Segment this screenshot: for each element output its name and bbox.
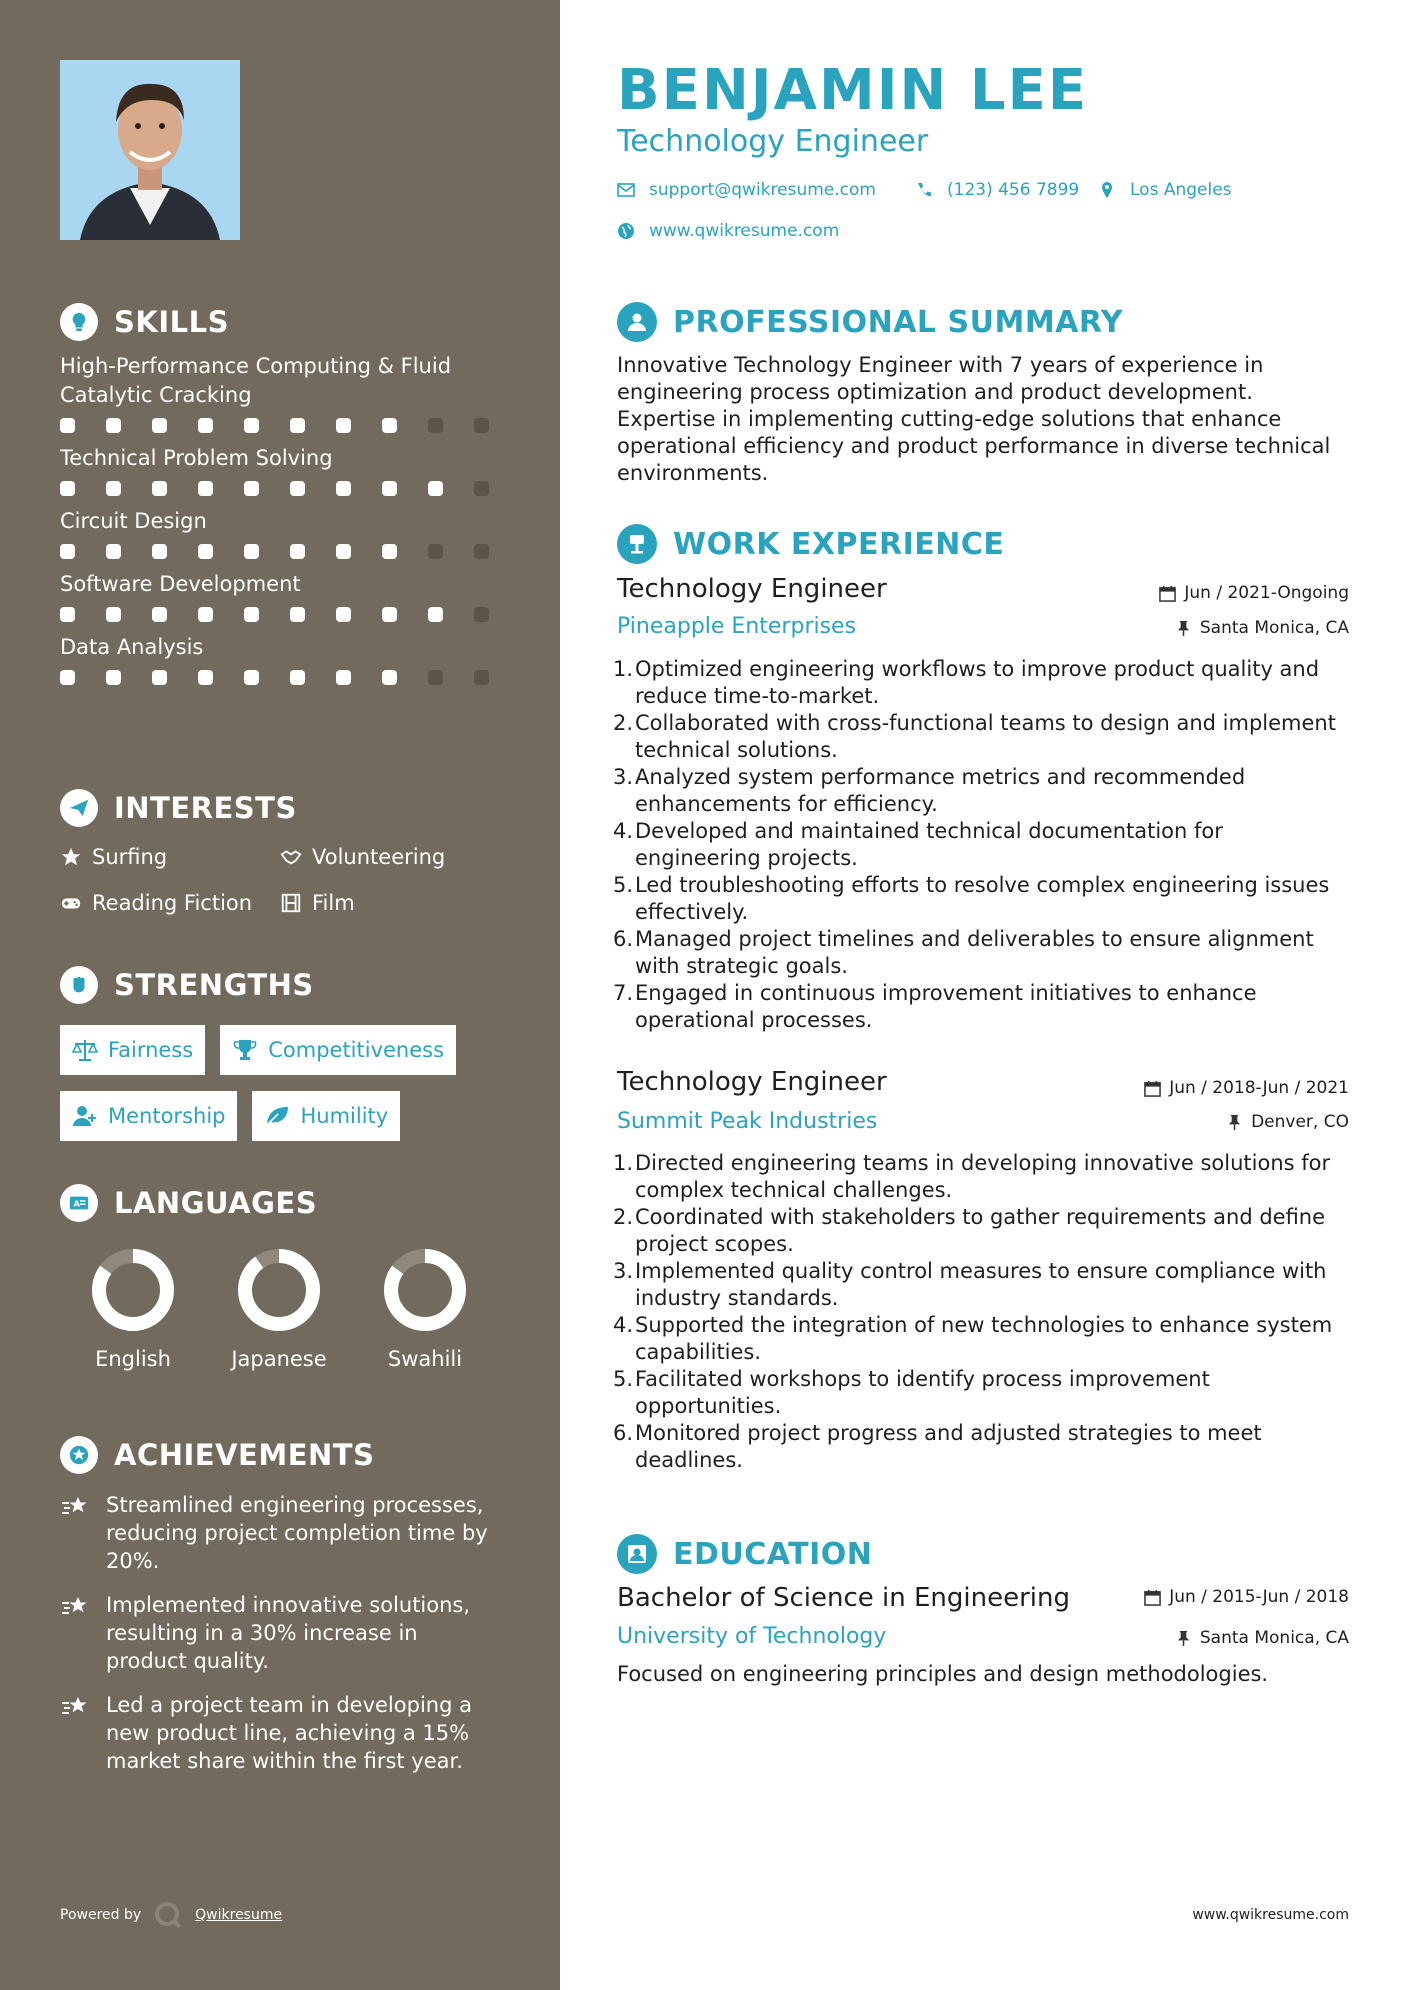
skill-rating-dot bbox=[106, 418, 121, 433]
skill-rating-dot bbox=[106, 544, 121, 559]
education-description: Focused on engineering principles and design methodologies. bbox=[617, 1662, 1269, 1686]
location-text: Los Angeles bbox=[1130, 180, 1232, 200]
job-title: Technology Engineer bbox=[617, 574, 887, 604]
skill-rating-dot bbox=[336, 607, 351, 622]
skill-rating-dot bbox=[152, 418, 167, 433]
skills-section bbox=[60, 302, 505, 686]
gamepad-icon bbox=[60, 892, 82, 914]
job-company: Pineapple Enterprises bbox=[617, 614, 857, 639]
job-dates-text: Jun / 2018-Jun / 2021 bbox=[1169, 1078, 1349, 1098]
interest-label: Surfing bbox=[92, 845, 168, 869]
skill-rating-dot bbox=[60, 544, 75, 559]
skill-rating-dot bbox=[198, 418, 213, 433]
phone-text: (123) 456 7899 bbox=[947, 180, 1080, 200]
languages-header bbox=[60, 1183, 505, 1223]
svg-text:A: A bbox=[73, 1198, 80, 1209]
job-duty: Analyzed system performance metrics and recommended enhancements for efficiency. bbox=[635, 765, 1246, 816]
skill-rating-dot bbox=[428, 544, 443, 559]
interest-label: Film bbox=[312, 891, 355, 915]
language-name: Swahili bbox=[387, 1347, 463, 1371]
film-icon bbox=[280, 892, 302, 914]
strength-tag bbox=[60, 1025, 205, 1075]
skill-rating bbox=[60, 670, 505, 686]
skill-rating-dot bbox=[198, 481, 213, 496]
job-duty: Monitored project progress and adjusted strategies to meet deadlines. bbox=[635, 1421, 1262, 1472]
candidate-role: Technology Engineer bbox=[617, 124, 929, 159]
podium-icon bbox=[617, 524, 657, 564]
skill-name: High-Performance Computing & Fluid Catalytic Cracking bbox=[60, 354, 452, 407]
skill-rating-dot bbox=[382, 418, 397, 433]
degree-title: Bachelor of Science in Engineering bbox=[617, 1583, 1070, 1613]
skill-rating bbox=[60, 607, 505, 623]
fist-icon bbox=[60, 966, 98, 1004]
user-plus-icon bbox=[72, 1104, 98, 1128]
skill-rating-dot bbox=[60, 418, 75, 433]
skill-rating-dot bbox=[244, 670, 259, 685]
languages-list bbox=[60, 1247, 505, 1371]
job-dates bbox=[1144, 1078, 1349, 1098]
trophy-icon bbox=[232, 1038, 258, 1062]
interests-list bbox=[60, 844, 505, 916]
skill-rating-dot bbox=[60, 670, 75, 685]
experience-title: WORK EXPERIENCE bbox=[673, 526, 1005, 562]
interest-item bbox=[60, 890, 280, 916]
job-duty: Coordinated with stakeholders to gather requirements and define project scopes. bbox=[635, 1205, 1326, 1256]
language-level-ring bbox=[236, 1247, 322, 1333]
skill-rating-dot bbox=[336, 481, 351, 496]
job-duty: Engaged in continuous improvement initiatives to enhance operational processes. bbox=[635, 981, 1257, 1032]
skill-rating-dot bbox=[152, 607, 167, 622]
strengths-list bbox=[60, 1025, 500, 1141]
job-duty: Supported the integration of new technologies to enhance system capabilities. bbox=[635, 1313, 1333, 1364]
skill-rating-dot bbox=[60, 481, 75, 496]
languages-title: LANGUAGES bbox=[114, 1186, 318, 1220]
globe-icon bbox=[617, 222, 635, 240]
skill-rating bbox=[60, 481, 505, 497]
skill-rating-dot bbox=[106, 481, 121, 496]
skill-rating-dot bbox=[152, 481, 167, 496]
language-icon bbox=[60, 1184, 98, 1222]
skill-rating-dot bbox=[244, 418, 259, 433]
education-dates bbox=[1144, 1587, 1349, 1607]
skills-list bbox=[60, 352, 505, 686]
skill-rating-dot bbox=[60, 607, 75, 622]
interest-label: Volunteering bbox=[312, 845, 446, 869]
skill-rating-dot bbox=[382, 670, 397, 685]
powered-by bbox=[60, 1900, 282, 1930]
skill-rating-dot bbox=[382, 607, 397, 622]
job-duty: Facilitated workshops to identify process improvement opportunities. bbox=[635, 1367, 1210, 1418]
skill-name: Technical Problem Solving bbox=[60, 446, 333, 470]
language-item bbox=[206, 1247, 352, 1371]
user-icon bbox=[617, 302, 657, 342]
skill-rating-dot bbox=[244, 544, 259, 559]
calendar-icon bbox=[1144, 1589, 1161, 1606]
phone-contact[interactable] bbox=[915, 180, 1079, 200]
language-name: English bbox=[95, 1347, 171, 1371]
skill-rating-dot bbox=[428, 481, 443, 496]
sidebar bbox=[0, 0, 560, 1990]
skill-rating-dot bbox=[474, 607, 489, 622]
interests-title: INTERESTS bbox=[114, 791, 297, 825]
email-contact[interactable] bbox=[617, 180, 876, 200]
pushpin-icon bbox=[1175, 1630, 1192, 1647]
achievements-section bbox=[60, 1435, 505, 1775]
lightbulb-icon bbox=[60, 303, 98, 341]
powered-by-label: Powered by bbox=[60, 1907, 142, 1923]
scale-icon bbox=[72, 1038, 98, 1062]
email-text: support@qwikresume.com bbox=[649, 180, 876, 200]
skill-rating-dot bbox=[336, 544, 351, 559]
job-duty: Optimized engineering workflows to improve product quality and reduce time-to-market. bbox=[635, 657, 1320, 708]
skill-rating-dot bbox=[152, 670, 167, 685]
skill-rating-dot bbox=[290, 481, 305, 496]
strength-tag bbox=[220, 1025, 456, 1075]
job-duty: Implemented quality control measures to ensure compliance with industry standards. bbox=[635, 1259, 1327, 1310]
job-location bbox=[1175, 618, 1349, 638]
education-location-text: Santa Monica, CA bbox=[1199, 1628, 1349, 1648]
profile-photo bbox=[60, 60, 240, 240]
skill-rating-dot bbox=[198, 607, 213, 622]
skills-title: SKILLS bbox=[114, 305, 229, 339]
skill-rating-dot bbox=[474, 544, 489, 559]
strengths-section bbox=[60, 965, 505, 1141]
skill-rating-dot bbox=[290, 418, 305, 433]
paper-plane-icon bbox=[60, 789, 98, 827]
skill-rating-dot bbox=[428, 670, 443, 685]
shooting-star-icon bbox=[60, 1593, 90, 1621]
achievement-text: Led a project team in developing a new product line, achieving a 15% market share within the first year. bbox=[106, 1693, 472, 1773]
skill-item bbox=[60, 507, 505, 560]
job-duty: Directed engineering teams in developing innovative solutions for complex technical challenges. bbox=[635, 1151, 1331, 1202]
calendar-icon bbox=[1159, 585, 1176, 602]
strength-tag bbox=[60, 1091, 237, 1141]
education-dates-text: Jun / 2015-Jun / 2018 bbox=[1169, 1587, 1349, 1607]
skill-name: Software Development bbox=[60, 572, 301, 596]
language-level-arc bbox=[245, 1256, 313, 1324]
skill-rating-dot bbox=[198, 670, 213, 685]
graduate-icon bbox=[617, 1534, 657, 1574]
achievement-item bbox=[60, 1591, 505, 1675]
languages-section bbox=[60, 1183, 505, 1371]
education-location bbox=[1175, 1628, 1349, 1648]
skill-rating-dot bbox=[106, 670, 121, 685]
skill-rating-dot bbox=[244, 481, 259, 496]
skill-rating-dot bbox=[474, 670, 489, 685]
job-location bbox=[1226, 1112, 1349, 1132]
language-item bbox=[352, 1247, 498, 1371]
job-company: Summit Peak Industries bbox=[617, 1109, 878, 1134]
qwikresume-link[interactable]: Qwikresume bbox=[195, 1907, 283, 1923]
strength-label: Competitiveness bbox=[268, 1038, 445, 1062]
skill-rating bbox=[60, 544, 505, 560]
job-title: Technology Engineer bbox=[617, 1067, 887, 1097]
summary-header bbox=[617, 302, 1123, 342]
interests-section bbox=[60, 788, 505, 916]
skill-item bbox=[60, 444, 505, 497]
skill-rating-dot bbox=[152, 544, 167, 559]
job-dates bbox=[1159, 583, 1349, 603]
website-text: www.qwikresume.com bbox=[649, 221, 840, 241]
skill-rating-dot bbox=[428, 607, 443, 622]
skill-item bbox=[60, 633, 505, 686]
job-location-text: Santa Monica, CA bbox=[1199, 618, 1349, 638]
skill-rating-dot bbox=[382, 481, 397, 496]
skill-item bbox=[60, 352, 505, 434]
skill-name: Data Analysis bbox=[60, 635, 204, 659]
interest-item bbox=[280, 844, 500, 870]
strength-label: Fairness bbox=[108, 1038, 194, 1062]
achievement-text: Streamlined engineering processes, reducing project completion time by 20%. bbox=[106, 1493, 488, 1573]
qwikresume-logo-icon bbox=[153, 1900, 183, 1930]
candidate-name: BENJAMIN LEE bbox=[617, 58, 1089, 123]
achievements-title: ACHIEVEMENTS bbox=[114, 1438, 375, 1472]
skill-rating-dot bbox=[382, 544, 397, 559]
interest-label: Reading Fiction bbox=[92, 891, 253, 915]
skill-name: Circuit Design bbox=[60, 509, 207, 533]
strength-tag bbox=[252, 1091, 400, 1141]
skill-rating-dot bbox=[428, 418, 443, 433]
achievement-item bbox=[60, 1491, 505, 1575]
language-level-ring bbox=[382, 1247, 468, 1333]
location-contact bbox=[1098, 180, 1232, 200]
star-badge-icon bbox=[60, 1436, 98, 1474]
leaf-icon bbox=[264, 1104, 290, 1128]
calendar-icon bbox=[1144, 1080, 1161, 1097]
skill-rating-dot bbox=[336, 670, 351, 685]
job-location-text: Denver, CO bbox=[1251, 1112, 1349, 1132]
school-name: University of Technology bbox=[617, 1624, 887, 1649]
job-duties-list bbox=[617, 656, 1350, 1034]
pushpin-icon bbox=[1175, 620, 1192, 637]
shooting-star-icon bbox=[60, 1693, 90, 1721]
strengths-title: STRENGTHS bbox=[114, 968, 314, 1002]
skill-rating-dot bbox=[198, 544, 213, 559]
achievement-item bbox=[60, 1691, 505, 1775]
star-icon bbox=[60, 846, 82, 868]
achievements-header bbox=[60, 1435, 505, 1475]
language-item bbox=[60, 1247, 206, 1371]
summary-text: Innovative Technology Engineer with 7 years of experience in engineering process optimization and product development. Expertise in implementing cutting-edge solutions that enhance operational efficiency and product performance in diverse technical environments. bbox=[617, 353, 1331, 485]
skill-rating-dot bbox=[474, 418, 489, 433]
job-duties-list bbox=[617, 1150, 1350, 1474]
skill-rating-dot bbox=[290, 670, 305, 685]
skill-item bbox=[60, 570, 505, 623]
skills-header bbox=[60, 302, 505, 342]
skill-rating-dot bbox=[290, 607, 305, 622]
strength-label: Humility bbox=[300, 1104, 389, 1128]
interest-item bbox=[280, 890, 500, 916]
achievements-list bbox=[60, 1491, 505, 1775]
language-name: Japanese bbox=[231, 1347, 327, 1371]
skill-rating-dot bbox=[244, 607, 259, 622]
language-level-ring bbox=[90, 1247, 176, 1333]
footer-url[interactable]: www.qwikresume.com bbox=[1192, 1907, 1349, 1923]
interest-item bbox=[60, 844, 280, 870]
phone-icon bbox=[915, 181, 933, 199]
strengths-header bbox=[60, 965, 505, 1005]
skill-rating bbox=[60, 418, 505, 434]
job-duty: Developed and maintained technical documentation for engineering projects. bbox=[635, 819, 1223, 870]
education-title: EDUCATION bbox=[673, 1536, 873, 1572]
strength-label: Mentorship bbox=[108, 1104, 226, 1128]
map-pin-icon bbox=[1098, 181, 1116, 199]
pushpin-icon bbox=[1226, 1114, 1243, 1131]
interests-header bbox=[60, 788, 505, 828]
job-duty: Led troubleshooting efforts to resolve complex engineering issues effectively. bbox=[635, 873, 1330, 924]
achievement-text: Implemented innovative solutions, resulting in a 30% increase in product quality. bbox=[106, 1593, 471, 1673]
experience-header bbox=[617, 524, 1004, 564]
skill-rating-dot bbox=[106, 607, 121, 622]
job-dates-text: Jun / 2021-Ongoing bbox=[1184, 583, 1349, 603]
job-duty: Managed project timelines and deliverables to ensure alignment with strategic goals. bbox=[635, 927, 1314, 978]
handshake-icon bbox=[280, 846, 302, 868]
skill-rating-dot bbox=[474, 481, 489, 496]
envelope-icon bbox=[617, 181, 635, 199]
skill-rating-dot bbox=[336, 418, 351, 433]
website-contact[interactable] bbox=[617, 221, 839, 241]
education-header bbox=[617, 1534, 872, 1574]
job-duty: Collaborated with cross-functional teams to design and implement technical solutions. bbox=[635, 711, 1336, 762]
shooting-star-icon bbox=[60, 1493, 90, 1521]
skill-rating-dot bbox=[290, 544, 305, 559]
summary-title: PROFESSIONAL SUMMARY bbox=[673, 304, 1124, 340]
